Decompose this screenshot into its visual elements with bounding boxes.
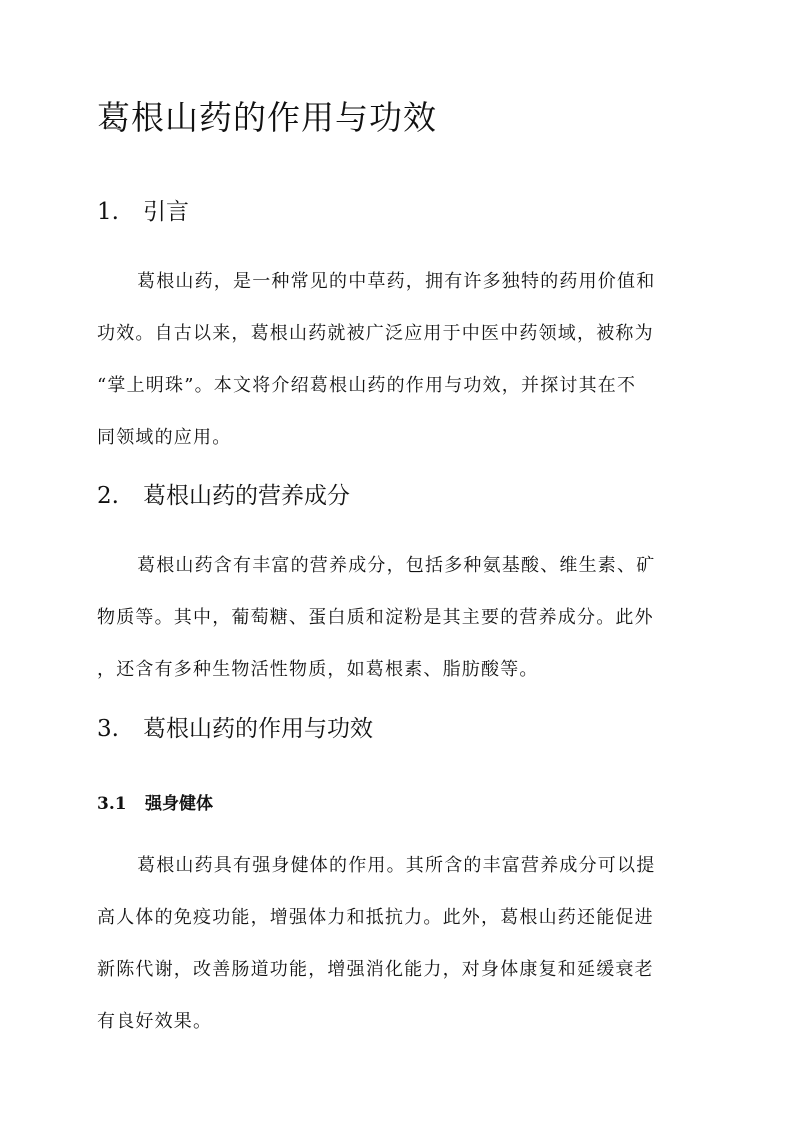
- subsection-title: 强身健体: [145, 794, 213, 814]
- paragraph-line: “掌上明珠”。本文将介绍葛根山药的作用与功效，并探讨其在不: [97, 375, 637, 396]
- subsection-number: 3.1: [97, 794, 127, 814]
- paragraph-line: 功效。自古以来，葛根山药就被广泛应用于中医中药领域，被称为: [97, 323, 654, 344]
- section-title: 葛根山药的作用与功效: [143, 716, 373, 742]
- section-2-paragraph: [97, 550, 701, 706]
- paragraph-line: 有良好效果。: [97, 1011, 213, 1032]
- section-title: 引言: [143, 199, 189, 225]
- paragraph-line: 新陈代谢，改善肠道功能，增强消化能力，对身体康复和延缓衰老: [97, 959, 654, 980]
- paragraph-line: 同领域的应用。: [97, 427, 232, 448]
- subsection-3-1-paragraph: [97, 850, 701, 1058]
- paragraph-line: ，还含有多种生物活性物质，如葛根素、脂肪酸等。: [97, 659, 539, 680]
- paragraph-line: 物质等。其中，葡萄糖、蛋白质和淀粉是其主要的营养成分。此外: [97, 607, 654, 628]
- paragraph-line: 高人体的免疫功能，增强体力和抵抗力。此外，葛根山药还能促进: [97, 907, 654, 928]
- section-number: 2.: [97, 483, 119, 509]
- section-3-heading: [97, 713, 373, 745]
- paragraph-line: 葛根山药，是一种常见的中草药，拥有许多独特的药用价值和: [137, 271, 656, 292]
- subsection-3-1-heading: [97, 792, 213, 816]
- paragraph-line: 葛根山药具有强身健体的作用。其所含的丰富营养成分可以提: [137, 855, 656, 876]
- document-title: 葛根山药的作用与功效: [97, 98, 437, 137]
- section-1-heading: [97, 196, 189, 228]
- section-title: 葛根山药的营养成分: [143, 483, 350, 509]
- paragraph-line: 葛根山药含有丰富的营养成分，包括多种氨基酸、维生素、矿: [137, 555, 656, 576]
- section-1-paragraph: [97, 266, 701, 474]
- section-number: 3.: [97, 716, 119, 742]
- section-number: 1.: [97, 199, 119, 225]
- section-2-heading: [97, 480, 350, 512]
